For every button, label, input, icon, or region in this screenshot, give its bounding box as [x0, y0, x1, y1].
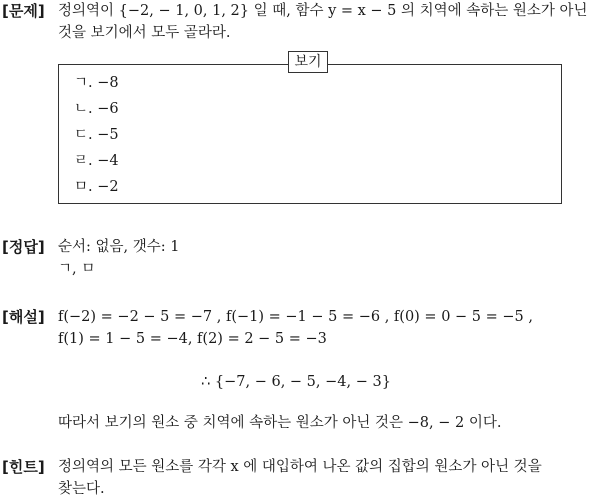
- choice-item: ㄱ. −8: [74, 75, 119, 91]
- problem-text: [58, 0, 590, 44]
- choices-box: [58, 64, 562, 204]
- choice-item: ㄴ. −6: [74, 101, 119, 117]
- explanation-line-2: f(1) = 1 − 5 = −4, f(2) = 2 − 5 = −3: [58, 331, 327, 347]
- explanation-tag: [해설]: [2, 308, 45, 326]
- problem-tag: [문제]: [2, 2, 45, 20]
- explanation-line-1: f(−2) = −2 − 5 = −7 , f(−1) = −1 − 5 = −6 , f(0) = 0 − 5 = −5 ,: [58, 309, 533, 325]
- hint-tag: [힌트]: [2, 458, 45, 476]
- choice-item: ㄹ. −4: [74, 153, 119, 169]
- answer-text: [58, 236, 590, 280]
- explanation-text: [58, 306, 590, 350]
- hint-line-1: 정의역의 모든 원소를 각각 x 에 대입하여 나온 값의 집합의 원소가 아닌 것을: [58, 459, 542, 475]
- choice-item: ㄷ. −5: [74, 127, 119, 143]
- explanation-line-4: 따라서 보기의 원소 중 치역에 속하는 원소가 아닌 것은 −8, − 2 이다.: [58, 415, 502, 431]
- answer-line-2: ㄱ, ㅁ: [58, 261, 96, 277]
- problem-line-2: 것을 보기에서 모두 골라라.: [58, 25, 231, 41]
- answer-line-1: 순서: 없음, 갯수: 1: [58, 239, 180, 255]
- hint-text: [58, 456, 590, 500]
- answer-tag: [정답]: [2, 238, 45, 256]
- choice-item: ㅁ. −2: [74, 179, 119, 195]
- problem-line-1: 정의역이 {−2, − 1, 0, 1, 2} 일 때, 함수 y = x − 5 의 치역에 속하는 원소가 아닌: [58, 3, 588, 19]
- choices-box-title: 보기: [288, 51, 328, 73]
- explanation-set-result: ∴ {−7, − 6, − 5, −4, − 3}: [201, 374, 391, 390]
- hint-line-2: 찾는다.: [58, 481, 105, 497]
